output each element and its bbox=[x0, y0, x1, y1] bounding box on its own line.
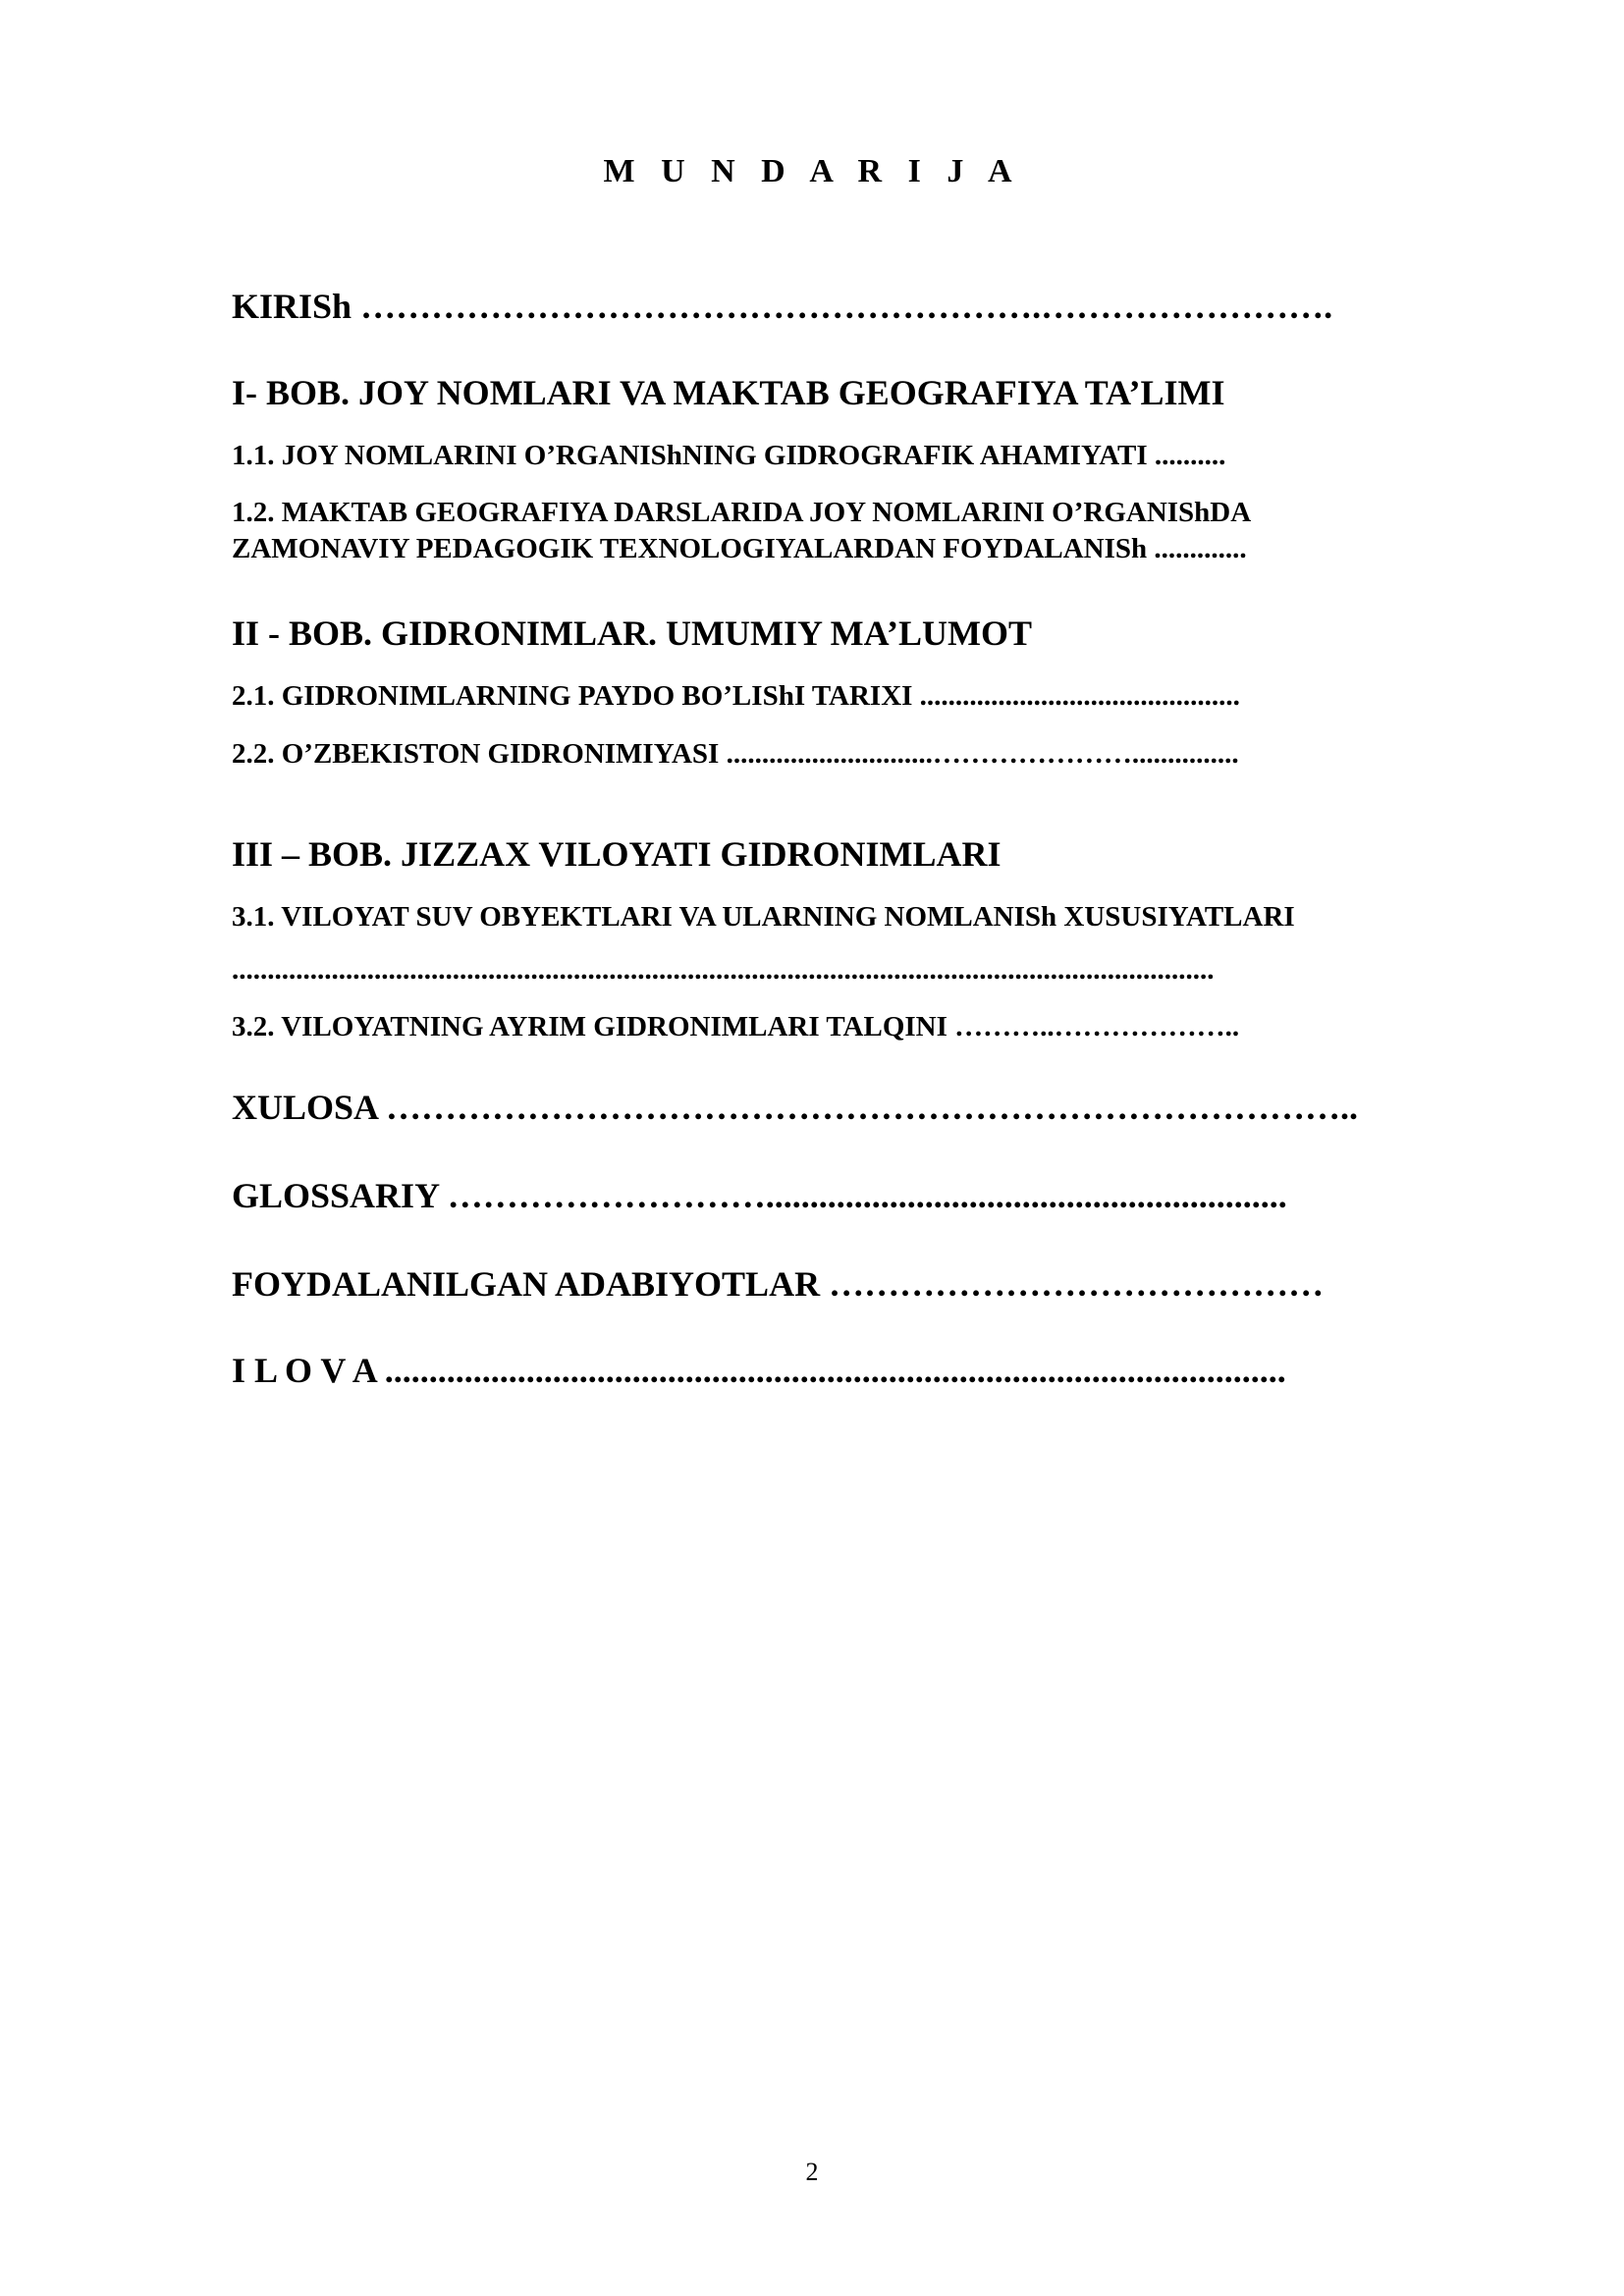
page-title: M U N D A R I J A bbox=[603, 153, 1021, 189]
toc-section-3-1-leader: .......................................................................................................................................... bbox=[232, 954, 1215, 986]
toc-entry-introduction: KIRISh ………………………………………………….……………………. bbox=[232, 287, 1333, 326]
toc-section-2-2: 2.2. O’ZBEKISTON GIDRONIMIYASI .............................…………………............... bbox=[232, 738, 1239, 770]
toc-section-3-2: 3.2. VILOYATNING AYRIM GIDRONIMLARI TALQINI ………..……………….. bbox=[232, 1011, 1240, 1042]
toc-section-3-1: 3.1. VILOYAT SUV OBYEKTLARI VA ULARNING NOMLANISh XUSUSIYATLARI bbox=[232, 901, 1295, 933]
toc-chapter-1-heading: I- BOB. JOY NOMLARI VA MAKTAB GEOGRAFIYA TA’LIMI bbox=[232, 373, 1225, 412]
toc-chapter-3-heading: III – BOB. JIZZAX VILOYATI GIDRONIMLARI bbox=[232, 834, 1001, 874]
toc-entry-conclusion: XULOSA ……………………………………………………………………….. bbox=[232, 1088, 1359, 1127]
toc-entry-glossary: GLOSSARIY ………………………........................................................... bbox=[232, 1176, 1287, 1215]
toc-section-1-1: 1.1. JOY NOMLARINI O’RGANIShNING GIDROGRAFIK AHAMIYATI .......... bbox=[232, 440, 1226, 471]
page-number: 2 bbox=[805, 2158, 819, 2186]
toc-entry-appendix: I L O V A ...................................................................................................... bbox=[232, 1351, 1286, 1390]
toc-section-2-1: 2.1. GIDRONIMLARNING PAYDO BO’LIShI TARIXI ............................................. bbox=[232, 680, 1240, 712]
toc-chapter-2-heading: II - BOB. GIDRONIMLAR. UMUMIY MA’LUMOT bbox=[232, 614, 1032, 653]
toc-entry-references: FOYDALANILGAN ADABIYOTLAR …………………………………… bbox=[232, 1264, 1325, 1304]
toc-section-1-2-line-1: 1.2. MAKTAB GEOGRAFIYA DARSLARIDA JOY NOMLARINI O’RGANIShDA bbox=[232, 497, 1252, 528]
toc-section-1-2-line-2: ZAMONAVIY PEDAGOGIK TEXNOLOGIYALARDAN FOYDALANISh ............. bbox=[232, 533, 1247, 564]
